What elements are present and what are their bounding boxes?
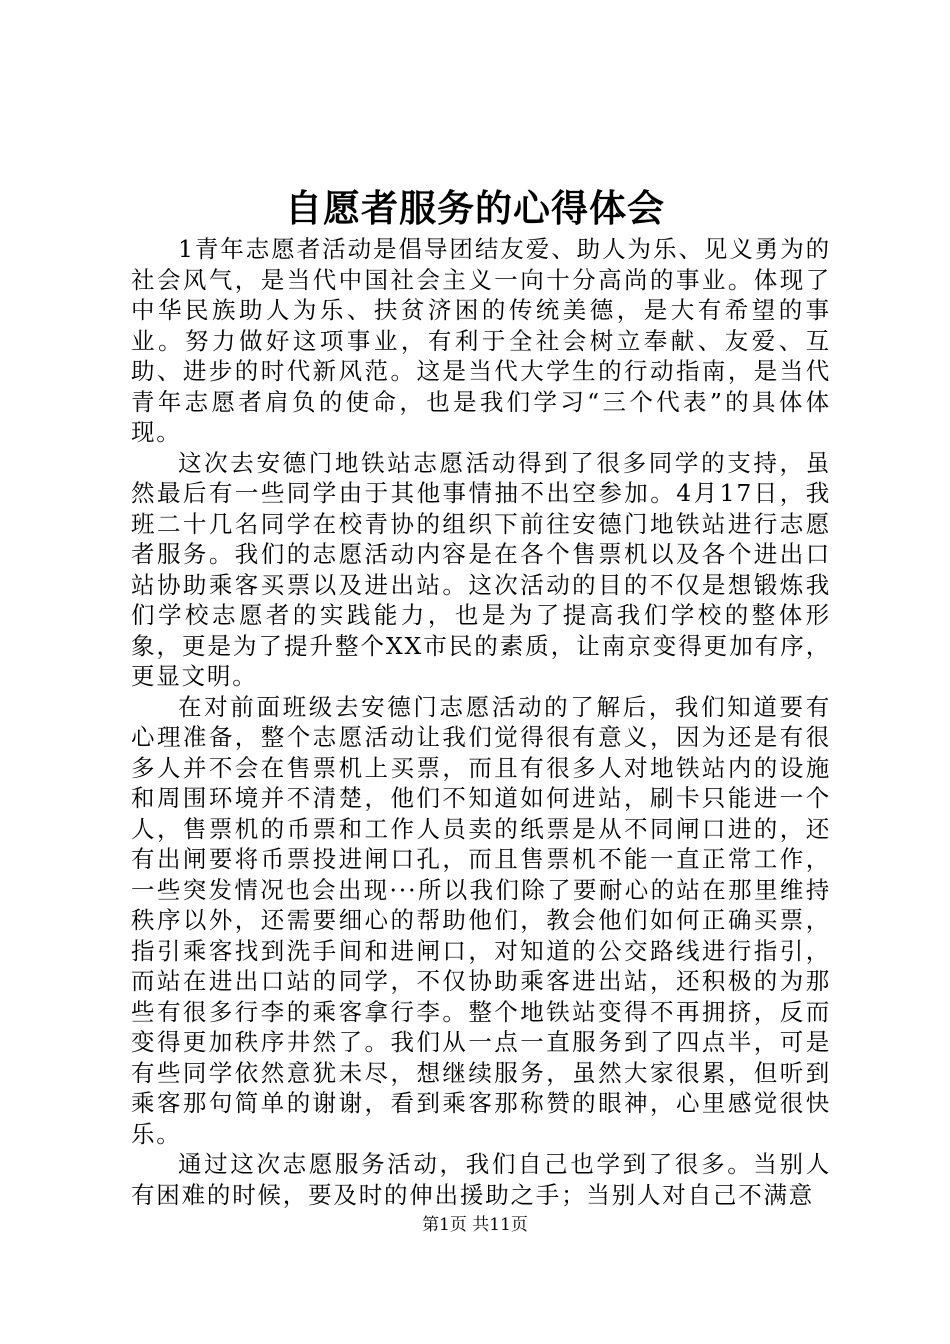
page-footer: 第1页 共11页 (422, 1215, 528, 1235)
document-body (131, 234, 831, 1210)
paragraph-4: 通过这次志愿服务活动，我们自己也学到了很多。当别人有困难的时候，要及时的伸出援助之手；当别人对自己不满意 (131, 1150, 831, 1209)
document-title: 自愿者服务的心得体会 (285, 186, 665, 230)
paragraph-2: 这次去安德门地铁站志愿活动得到了很多同学的支持，虽然最后有一些同学由于其他事情抽不出空参加。4月17日，我班二十几名同学在校青协的组织下前往安德门地铁站进行志愿者服务。我们的志愿活动内容是在各个售票机以及各个进出口站协助乘客买票以及进出站。这次活动的目的不仅是想锻炼我们学校志愿者的实践能力，也是为了提高我们学校的整体形象，更是为了提升整个XX市民的素质，让南京变得更加有序，更显文明。 (131, 448, 831, 690)
paragraph-1: 1青年志愿者活动是倡导团结友爱、助人为乐、见义勇为的社会风气，是当代中国社会主义一向十分高尚的事业。体现了中华民族助人为乐、扶贫济困的传统美德，是大有希望的事业。努力做好这项事业，有利于全社会树立奉献、友爱、互助、进步的时代新风范。这是当代大学生的行动指南，是当代青年志愿者肩负的使命，也是我们学习“三个代表”的具体体现。 (131, 235, 831, 446)
paragraph-3: 在对前面班级去安德门志愿活动的了解后，我们知道要有心理准备，整个志愿活动让我们觉得很有意义，因为还是有很多人并不会在售票机上买票，而且有很多人对地铁站内的设施和周围环境并不清楚，他们不知道如何进站，刷卡只能进一个人，售票机的币票和工作人员卖的纸票是从不同闸口进的，还有出闸要将币票投进闸口孔，而且售票机不能一直正常工作，一些突发情况也会出现···所以我们除了要耐心的站在那里维持秩序以外，还需要细心的帮助他们，教会他们如何正确买票，指引乘客找到洗手间和进闸口，对知道的公交路线进行指引，而站在进出口站的同学，不仅协助乘客进出站，还积极的为那些有很多行李的乘客拿行李。整个地铁站变得不再拥挤，反而变得更加秩序井然了。我们从一点一直服务到了四点半，可是有些同学依然意犹未尽，想继续服务，虽然大家很累，但听到乘客那句简单的谢谢，看到乘客那称赞的眼神，心里感觉很快乐。 (131, 692, 831, 1148)
